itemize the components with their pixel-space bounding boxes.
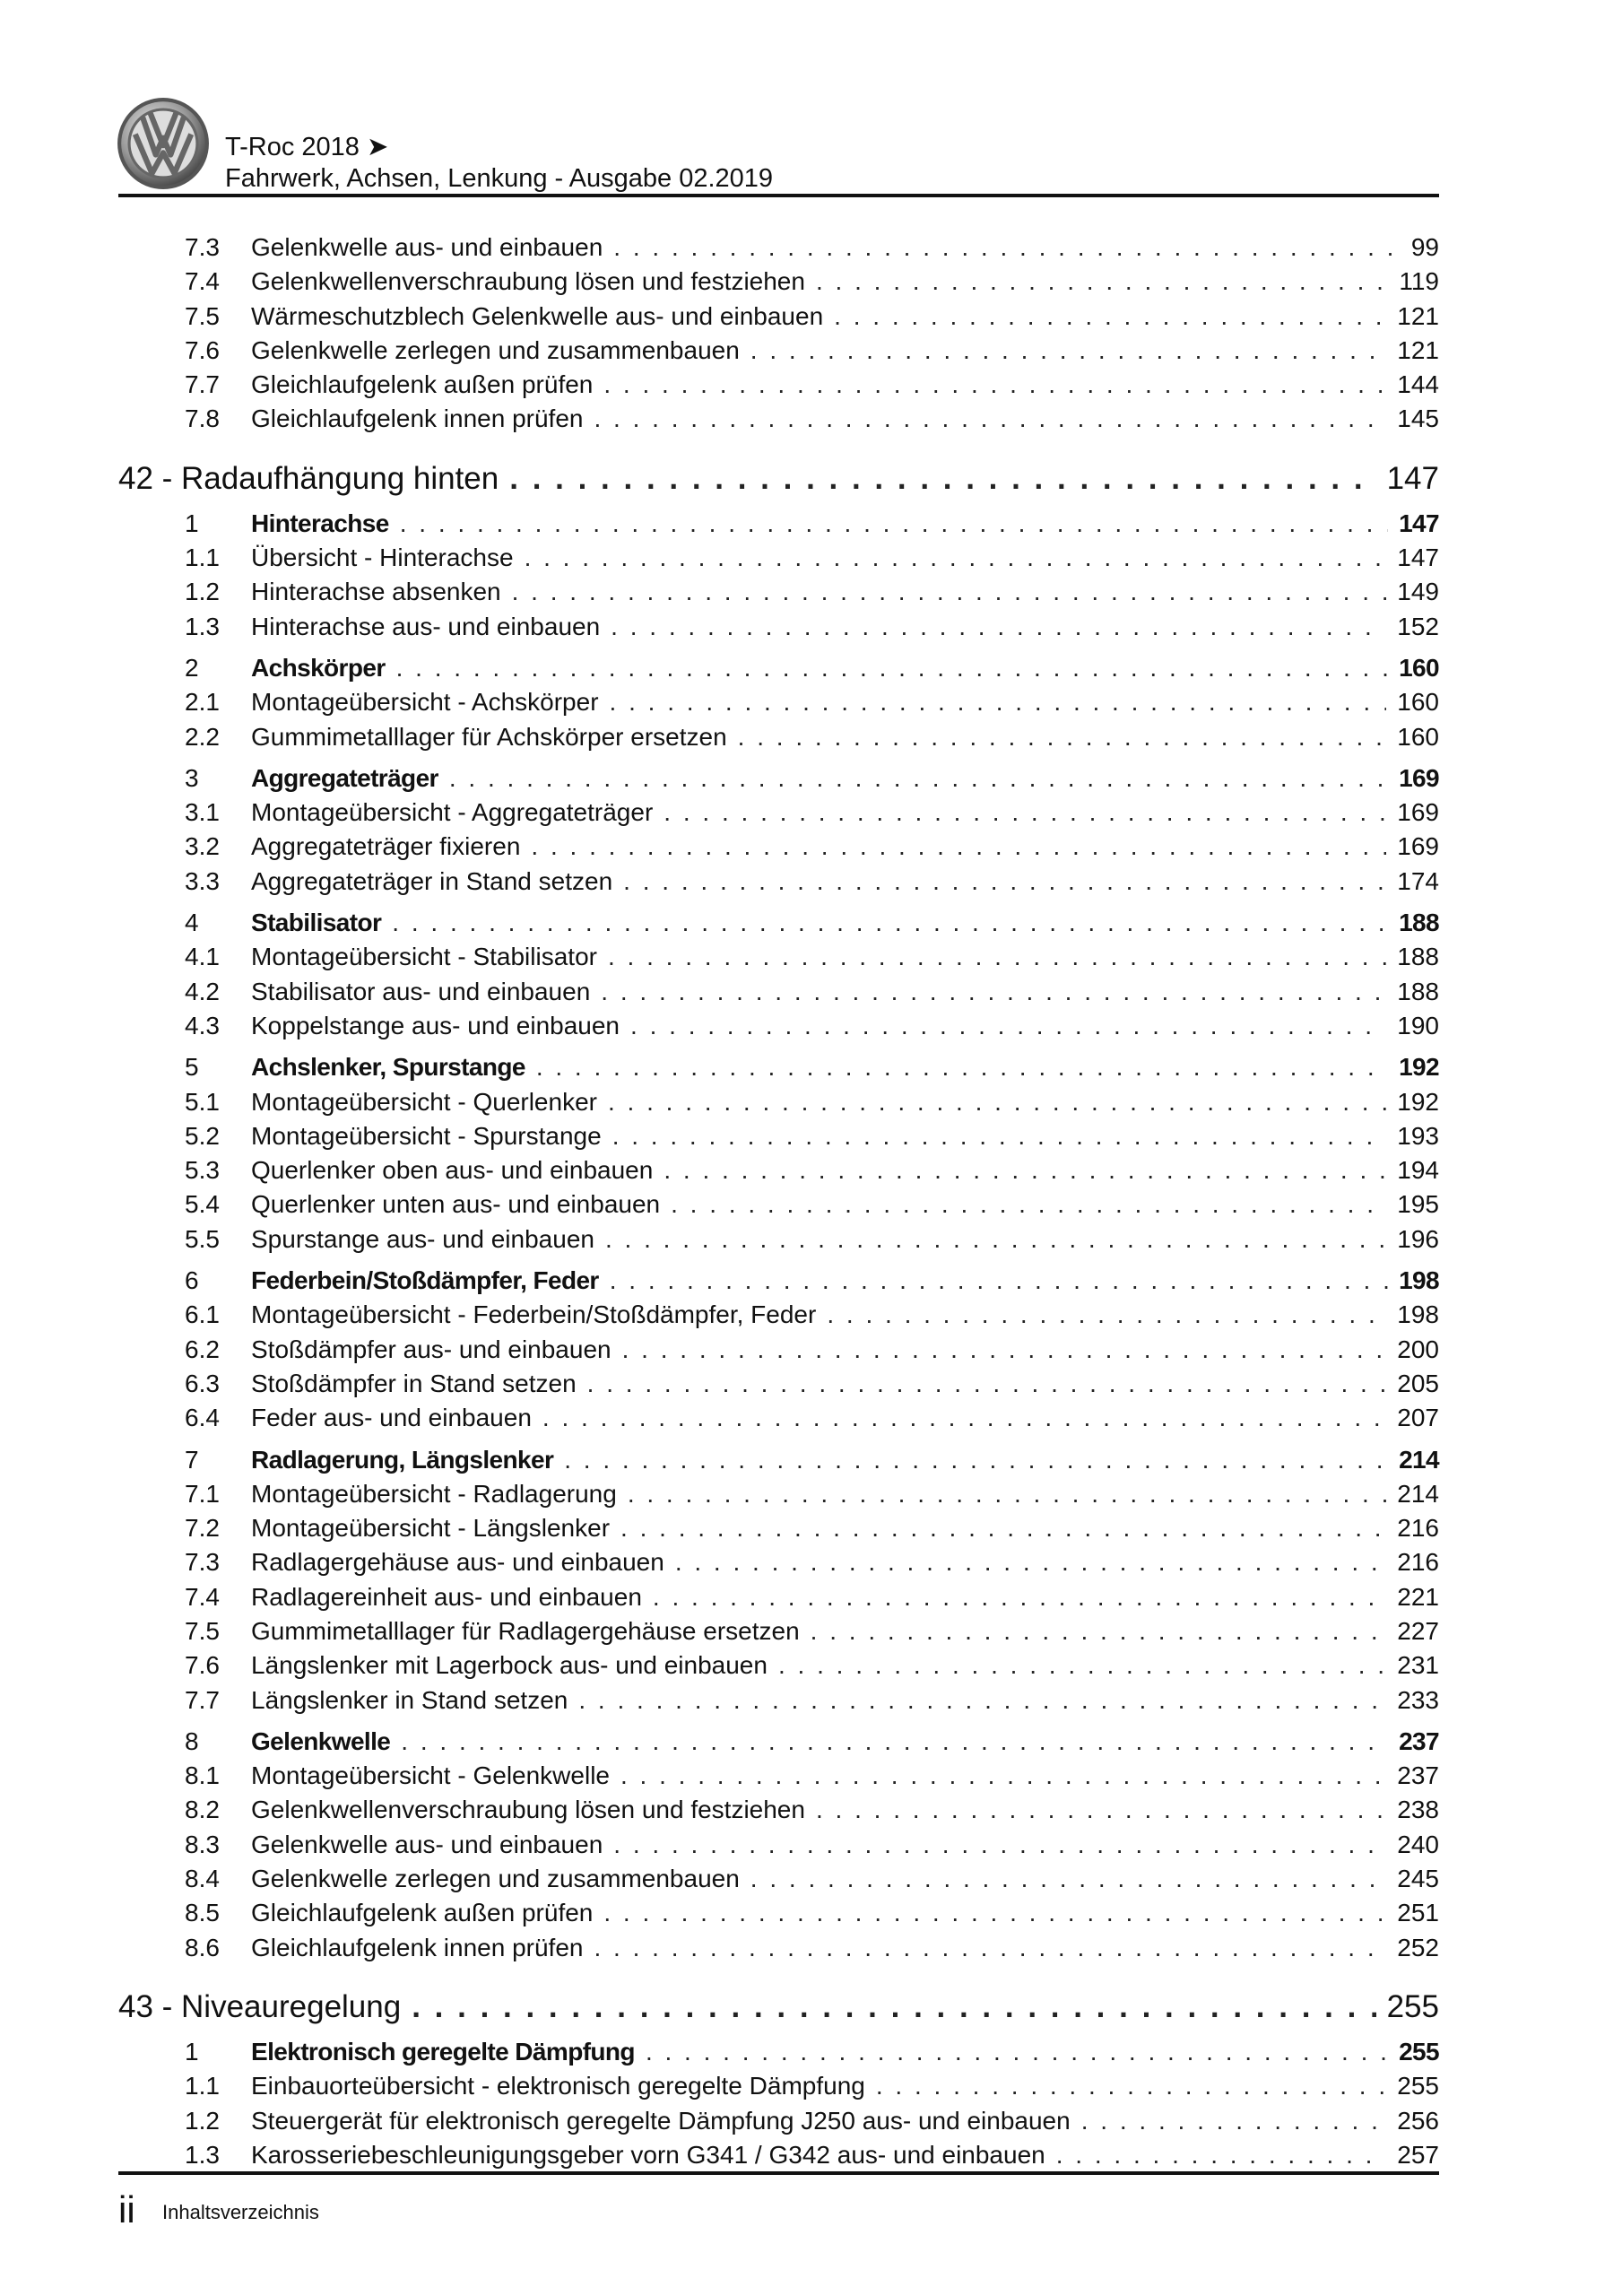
entry-number: 1.2 (185, 578, 220, 606)
entry-title: Montageübersicht - Längslenker (251, 1514, 611, 1543)
toc-entry[interactable] (118, 1153, 1439, 1187)
entry-number: 4.3 (185, 1011, 220, 1039)
dot-leader (613, 1828, 1386, 1862)
dot-leader (509, 457, 1375, 501)
entry-title: Gelenkwellenverschraubung lösen und festziehen (251, 1796, 805, 1824)
entry-page: 188 (1399, 909, 1439, 937)
entry-number: 7.4 (185, 267, 220, 296)
entry-number: 1.1 (185, 2072, 220, 2100)
entry-page: 237 (1399, 1726, 1439, 1755)
dot-leader (778, 1648, 1386, 1683)
entry-page: 251 (1397, 1899, 1439, 1927)
dot-leader (608, 1085, 1386, 1119)
entry-number: 5.5 (185, 1224, 220, 1253)
dot-leader (392, 906, 1388, 940)
entry-number: 6.1 (185, 1300, 220, 1329)
entry-title: Längslenker in Stand setzen (251, 1685, 568, 1714)
entry-number: 4.1 (185, 943, 220, 971)
toc-entry[interactable] (118, 1828, 1439, 1862)
toc-entry[interactable] (118, 1648, 1439, 1683)
entry-title: Montageübersicht - Aggregateträger (251, 798, 654, 827)
entry-title: 43 - Niveauregelung (118, 1988, 402, 2024)
dot-leader (738, 720, 1387, 754)
dot-leader (613, 230, 1401, 265)
entry-title: Montageübersicht - Gelenkwelle (251, 1761, 610, 1790)
dot-leader (412, 1985, 1375, 2030)
entry-title: Spurstange aus- und einbauen (251, 1224, 594, 1253)
toc-entry[interactable] (118, 1298, 1439, 1332)
entry-title: Achskörper (251, 653, 386, 682)
entry-title: Gelenkwelle (251, 1726, 391, 1755)
toc-entry[interactable] (118, 230, 1439, 265)
entry-title: Gleichlaufgelenk außen prüfen (251, 1899, 594, 1927)
entry-number: 7.6 (185, 1651, 220, 1680)
toc-entry[interactable] (118, 610, 1439, 644)
dot-leader (611, 610, 1386, 644)
entry-page: 216 (1397, 1514, 1439, 1543)
toc-chapter[interactable] (118, 1050, 1439, 1084)
dot-leader (811, 1614, 1387, 1648)
entry-title: Hinterachse aus- und einbauen (251, 612, 601, 640)
entry-title: Montageübersicht - Federbein/Stoßdämpfer, Feder (251, 1300, 817, 1329)
toc-entry[interactable] (118, 368, 1439, 402)
entry-page: 240 (1397, 1830, 1439, 1858)
entry-page: 256 (1397, 2106, 1439, 2135)
entry-title: Feder aus- und einbauen (251, 1404, 532, 1432)
entry-number: 7.8 (185, 404, 220, 433)
entry-number: 7.7 (185, 1685, 220, 1714)
entry-title: Aggregateträger fixieren (251, 832, 521, 861)
entry-number: 2.2 (185, 722, 220, 751)
entry-number: 8.5 (185, 1899, 220, 1927)
entry-number: 3.1 (185, 798, 220, 827)
toc-entry[interactable] (118, 1683, 1439, 1718)
dot-leader (610, 685, 1387, 719)
dot-leader (608, 940, 1386, 974)
toc-entry[interactable] (118, 1009, 1439, 1043)
dot-leader (396, 651, 1388, 685)
entry-title: Hinterachse (251, 509, 389, 537)
vw-logo-icon (117, 97, 210, 190)
dot-leader (750, 1862, 1386, 1896)
dot-leader (628, 1477, 1386, 1511)
entry-title: Montageübersicht - Stabilisator (251, 943, 597, 971)
toc-chapter[interactable] (118, 761, 1439, 796)
entry-page: 227 (1397, 1616, 1439, 1645)
entry-page: 252 (1397, 1933, 1439, 1961)
toc-entry[interactable] (118, 1085, 1439, 1119)
entry-page: 174 (1397, 866, 1439, 895)
toc-entry[interactable] (118, 300, 1439, 334)
dot-leader (400, 507, 1388, 541)
entry-title: 42 - Radaufhängung hinten (118, 460, 499, 496)
toc-entry[interactable] (118, 1931, 1439, 1965)
toc-entry[interactable] (118, 1222, 1439, 1257)
entry-number: 1 (185, 2037, 199, 2066)
entry-title: Gelenkwelle aus- und einbauen (251, 233, 603, 261)
toc-chapter[interactable] (118, 1264, 1439, 1298)
entry-page: 190 (1397, 1011, 1439, 1039)
entry-page: 119 (1399, 267, 1439, 296)
entry-page: 255 (1397, 2072, 1439, 2100)
entry-page: 147 (1397, 544, 1439, 572)
entry-title: Übersicht - Hinterachse (251, 544, 514, 572)
dot-leader (587, 1367, 1387, 1401)
entry-page: 188 (1397, 943, 1439, 971)
entry-number: 7.2 (185, 1514, 220, 1543)
dot-leader (449, 761, 1388, 796)
entry-number: 7.5 (185, 1616, 220, 1645)
entry-title: Querlenker unten aus- und einbauen (251, 1190, 661, 1219)
entry-page: 160 (1399, 653, 1439, 682)
entry-page: 147 (1386, 460, 1439, 496)
toc-entry[interactable] (118, 575, 1439, 609)
entry-number: 8.3 (185, 1830, 220, 1858)
dot-leader (630, 1009, 1386, 1043)
dot-leader (816, 1793, 1386, 1827)
entry-title: Radlagergehäuse aus- und einbauen (251, 1548, 664, 1577)
dot-leader (834, 300, 1386, 334)
entry-number: 1.3 (185, 2140, 220, 2169)
toc-entry[interactable] (118, 1759, 1439, 1793)
entry-number: 7.5 (185, 301, 220, 330)
entry-page: 169 (1399, 763, 1439, 792)
entry-number: 8 (185, 1726, 199, 1755)
toc-entry[interactable] (118, 1580, 1439, 1614)
entry-title: Koppelstange aus- und einbauen (251, 1011, 620, 1039)
entry-page: 160 (1397, 688, 1439, 717)
dot-leader (622, 1333, 1387, 1367)
toc-entry[interactable] (118, 1862, 1439, 1896)
dot-leader (1081, 2104, 1387, 2138)
entry-page: 144 (1397, 370, 1439, 399)
toc-entry[interactable] (118, 2104, 1439, 2138)
dot-leader (401, 1725, 1388, 1759)
entry-number: 7.3 (185, 1548, 220, 1577)
entry-number: 8.2 (185, 1796, 220, 1824)
entry-page: 214 (1399, 1445, 1439, 1474)
dot-leader (750, 334, 1386, 368)
toc-entry[interactable] (118, 402, 1439, 436)
dot-leader (536, 1050, 1388, 1084)
entry-page: 237 (1397, 1761, 1439, 1790)
toc-entry[interactable] (118, 1401, 1439, 1435)
entry-page: 255 (1399, 2037, 1439, 2066)
dot-leader (594, 402, 1386, 436)
entry-number: 3 (185, 763, 199, 792)
entry-title: Montageübersicht - Spurstange (251, 1121, 602, 1150)
entry-page: 198 (1399, 1266, 1439, 1295)
toc-entry[interactable] (118, 975, 1439, 1009)
entry-number: 1.2 (185, 2106, 220, 2135)
entry-page: 194 (1397, 1156, 1439, 1185)
entry-title: Gleichlaufgelenk außen prüfen (251, 370, 594, 399)
dot-leader (646, 2035, 1388, 2069)
dot-leader (564, 1443, 1388, 1477)
entry-number: 5 (185, 1053, 199, 1082)
entry-title: Hinterachse absenken (251, 578, 501, 606)
toc-entry[interactable] (118, 865, 1439, 899)
entry-number: 8.1 (185, 1761, 220, 1790)
dot-leader (542, 1401, 1386, 1435)
entry-number: 4 (185, 909, 199, 937)
entry-number: 2.1 (185, 688, 220, 717)
entry-number: 7.7 (185, 370, 220, 399)
dot-leader (675, 1545, 1386, 1579)
entry-page: 233 (1397, 1685, 1439, 1714)
dot-leader (525, 541, 1387, 575)
entry-number: 7.1 (185, 1479, 220, 1508)
dot-leader (664, 796, 1386, 830)
entry-page: 195 (1397, 1190, 1439, 1219)
toc-chapter[interactable] (118, 906, 1439, 940)
entry-number: 7.3 (185, 233, 220, 261)
entry-title: Stoßdämpfer in Stand setzen (251, 1369, 577, 1397)
entry-number: 7.4 (185, 1582, 220, 1611)
toc-entry[interactable] (118, 1119, 1439, 1153)
entry-page: 255 (1386, 1988, 1439, 2024)
dot-leader (578, 1683, 1386, 1718)
entry-page: 149 (1397, 578, 1439, 606)
toc-entry[interactable] (118, 1896, 1439, 1930)
dot-leader (610, 1264, 1388, 1298)
entry-title: Montageübersicht - Querlenker (251, 1087, 597, 1116)
dot-leader (623, 865, 1386, 899)
dot-leader (1056, 2138, 1387, 2172)
dot-leader (827, 1298, 1386, 1332)
entry-title: Aggregateträger (251, 763, 438, 792)
toc-entry[interactable] (118, 720, 1439, 754)
entry-title: Längslenker mit Lagerbock aus- und einbauen (251, 1651, 768, 1680)
toc-entry[interactable] (118, 830, 1439, 864)
entry-number: 2 (185, 653, 199, 682)
toc-entry[interactable] (118, 940, 1439, 974)
entry-number: 6.2 (185, 1335, 220, 1363)
entry-title: Karosseriebeschleunigungsgeber vorn G341 / G342 aus- und einbauen (251, 2140, 1045, 2169)
toc-chapter[interactable] (118, 1725, 1439, 1759)
entry-page: 198 (1397, 1300, 1439, 1329)
entry-page: 121 (1397, 335, 1439, 364)
entry-page: 200 (1397, 1335, 1439, 1363)
toc-entry[interactable] (118, 334, 1439, 368)
entry-number: 8.6 (185, 1933, 220, 1961)
toc-entry[interactable] (118, 796, 1439, 830)
entry-page: 207 (1397, 1404, 1439, 1432)
entry-title: Gelenkwelle aus- und einbauen (251, 1830, 603, 1858)
entry-title: Radlagerung, Längslenker (251, 1445, 554, 1474)
dot-leader (531, 830, 1386, 864)
dot-leader (653, 1580, 1386, 1614)
toc-chapter[interactable] (118, 507, 1439, 541)
entry-page: 205 (1397, 1369, 1439, 1397)
entry-page: 231 (1397, 1651, 1439, 1680)
toc-chapter[interactable] (118, 2035, 1439, 2069)
entry-number: 1.1 (185, 544, 220, 572)
toc-entry[interactable] (118, 541, 1439, 575)
toc-entry[interactable] (118, 685, 1439, 719)
entry-title: Wärmeschutzblech Gelenkwelle aus- und einbauen (251, 301, 824, 330)
footer-divider (118, 2171, 1439, 2175)
dot-leader (620, 1759, 1386, 1793)
entry-number: 7.6 (185, 335, 220, 364)
entry-number: 3.3 (185, 866, 220, 895)
entry-title: Steuergerät für elektronisch geregelte Dämpfung J250 aus- und einbauen (251, 2106, 1071, 2135)
entry-number: 1 (185, 509, 199, 537)
toc-section[interactable] (118, 457, 1439, 501)
toc-entry[interactable] (118, 2138, 1439, 2172)
entry-title: Stabilisator aus- und einbauen (251, 977, 591, 1005)
toc-entry[interactable] (118, 1333, 1439, 1367)
toc-entry[interactable] (118, 1477, 1439, 1511)
entry-number: 8.4 (185, 1865, 220, 1893)
entry-title: Einbauorteübersicht - elektronisch geregelte Dämpfung (251, 2072, 865, 2100)
entry-title: Radlagereinheit aus- und einbauen (251, 1582, 642, 1611)
table-of-contents (118, 230, 1439, 2172)
entry-title: Gelenkwelle zerlegen und zusammenbauen (251, 1865, 740, 1893)
entry-number: 6.3 (185, 1369, 220, 1397)
document-title: T-Roc 2018 ➤ (225, 133, 389, 161)
entry-number: 7 (185, 1445, 199, 1474)
entry-number: 3.2 (185, 832, 220, 861)
entry-page: 192 (1399, 1053, 1439, 1082)
entry-page: 99 (1410, 233, 1439, 261)
toc-entry[interactable] (118, 1367, 1439, 1401)
toc-chapter[interactable] (118, 1443, 1439, 1477)
entry-number: 1.3 (185, 612, 220, 640)
entry-title: Stabilisator (251, 909, 382, 937)
entry-title: Montageübersicht - Radlagerung (251, 1479, 617, 1508)
dot-leader (876, 2069, 1386, 2103)
entry-page: 145 (1397, 404, 1439, 433)
dot-leader (594, 1931, 1386, 1965)
entry-page: 147 (1399, 509, 1439, 537)
entry-title: Querlenker oben aus- und einbauen (251, 1156, 654, 1185)
entry-number: 6 (185, 1266, 199, 1295)
dot-leader (512, 575, 1387, 609)
toc-section[interactable] (118, 1985, 1439, 2030)
toc-entry[interactable] (118, 1545, 1439, 1579)
entry-title: Gelenkwelle zerlegen und zusammenbauen (251, 335, 740, 364)
toc-entry[interactable] (118, 265, 1439, 299)
entry-page: 238 (1397, 1796, 1439, 1824)
entry-title: Gelenkwellenverschraubung lösen und festziehen (251, 267, 805, 296)
entry-title: Montageübersicht - Achskörper (251, 688, 599, 717)
entry-title: Gummimetalllager für Radlagergehäuse ersetzen (251, 1616, 800, 1645)
toc-entry[interactable] (118, 1614, 1439, 1648)
entry-title: Achslenker, Spurstange (251, 1053, 525, 1082)
entry-page: 196 (1397, 1224, 1439, 1253)
footer-label: Inhaltsverzeichnis (162, 2201, 319, 2223)
dot-leader (612, 1119, 1387, 1153)
dot-leader (603, 1896, 1386, 1930)
entry-title: Gleichlaufgelenk innen prüfen (251, 1933, 584, 1961)
entry-number: 5.2 (185, 1121, 220, 1150)
entry-title: Elektronisch geregelte Dämpfung (251, 2037, 635, 2066)
toc-chapter[interactable] (118, 651, 1439, 685)
dot-leader (664, 1153, 1386, 1187)
document-subtitle: Fahrwerk, Achsen, Lenkung - Ausgabe 02.2019 (225, 164, 774, 193)
entry-page: 160 (1397, 722, 1439, 751)
entry-title: Stoßdämpfer aus- und einbauen (251, 1335, 612, 1363)
dot-leader (816, 265, 1388, 299)
entry-page: 188 (1397, 977, 1439, 1005)
entry-page: 193 (1397, 1121, 1439, 1150)
entry-page: 169 (1397, 798, 1439, 827)
entry-number: 6.4 (185, 1404, 220, 1432)
toc-entry[interactable] (118, 1793, 1439, 1827)
entry-number: 5.4 (185, 1190, 220, 1219)
entry-page: 221 (1397, 1582, 1439, 1611)
header-divider (118, 194, 1439, 197)
toc-entry[interactable] (118, 2069, 1439, 2103)
entry-number: 4.2 (185, 977, 220, 1005)
page-number: ii (118, 2188, 135, 2231)
dot-leader (601, 975, 1386, 1009)
entry-page: 257 (1397, 2140, 1439, 2169)
entry-title: Gummimetalllager für Achskörper ersetzen (251, 722, 727, 751)
entry-number: 5.3 (185, 1156, 220, 1185)
entry-page: 152 (1397, 612, 1439, 640)
entry-page: 169 (1397, 832, 1439, 861)
entry-page: 245 (1397, 1865, 1439, 1893)
dot-leader (671, 1187, 1386, 1222)
dot-leader (620, 1511, 1386, 1545)
entry-page: 216 (1397, 1548, 1439, 1577)
entry-number: 5.1 (185, 1087, 220, 1116)
dot-leader (605, 1222, 1386, 1257)
entry-page: 192 (1397, 1087, 1439, 1116)
entry-page: 214 (1397, 1479, 1439, 1508)
entry-page: 121 (1397, 301, 1439, 330)
dot-leader (603, 368, 1386, 402)
entry-title: Aggregateträger in Stand setzen (251, 866, 613, 895)
toc-entry[interactable] (118, 1511, 1439, 1545)
entry-title: Gleichlaufgelenk innen prüfen (251, 404, 584, 433)
entry-title: Federbein/Stoßdämpfer, Feder (251, 1266, 599, 1295)
toc-entry[interactable] (118, 1187, 1439, 1222)
